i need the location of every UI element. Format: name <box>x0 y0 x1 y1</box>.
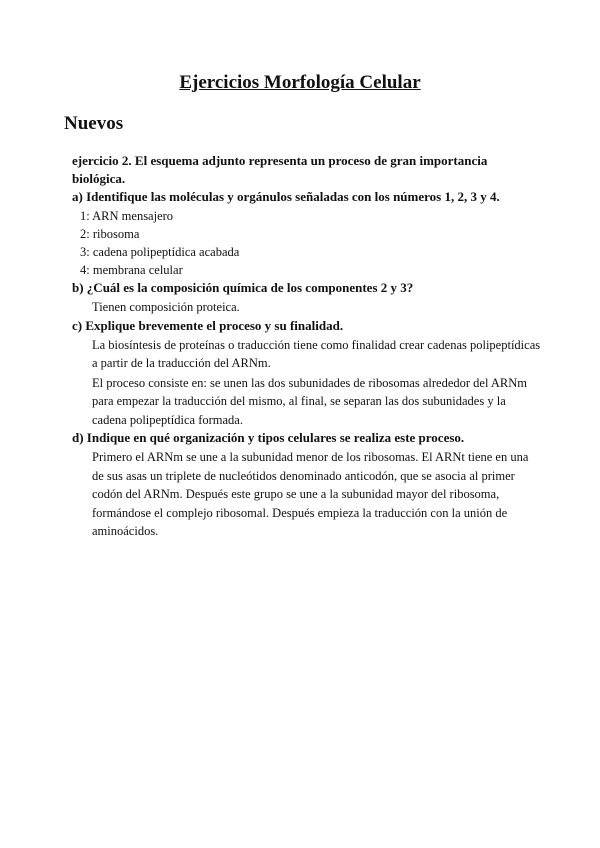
question-b: b) ¿Cuál es la composición química de los componentes 2 y 3? <box>72 280 414 295</box>
question-a: a) Identifique las moléculas y orgánulos señaladas con los números 1, 2, 3 y 4. <box>72 189 500 204</box>
section-heading: Nuevos <box>64 113 124 134</box>
answer-b: Tienen composición proteica. <box>92 300 240 314</box>
answer-c-paragraph-1: La biosíntesis de proteínas o traducción tiene como finalidad crear cadenas polipeptídicas a partir de la traducción del ARNm. <box>92 337 541 370</box>
list-item: 2: ribosoma <box>80 227 140 241</box>
document-title: Ejercicios Morfología Celular <box>179 72 421 93</box>
question-c: c) Explique brevemente el proceso y su finalidad. <box>72 317 344 333</box>
answer-c-paragraph-2: El proceso consiste en: se unen las dos subunidades de ribosomas alrededor del ARNm para empezar la traducción del mismo, al final, se separan las dos subunidades y la cadena polipeptídica formada. <box>92 375 527 427</box>
list-item: 1: ARN mensajero <box>80 209 174 223</box>
list-item: 3: cadena polipeptídica acabada <box>80 245 240 259</box>
list-item: 4: membrana celular <box>80 263 183 277</box>
exercise-intro: ejercicio 2. El esquema adjunto representa un proceso de gran importancia biológica. <box>72 153 488 186</box>
answer-d: Primero el ARNm se une a la subunidad menor de los ribosomas. El ARNt tiene en una de sus asas un triplete de nucleótidos denominado anticodón, que se asocia al primer codón del ARNm. Después este grupo se une a la subunidad mayor del ribosoma, formándose el complejo ribosomal. Después empieza la traducción con la unión de aminoácidos. <box>92 450 529 538</box>
question-d: d) Indique en qué organización y tipos celulares se realiza este proceso. <box>72 430 465 445</box>
answer-a-list <box>80 207 542 279</box>
exercise-content <box>72 152 542 541</box>
